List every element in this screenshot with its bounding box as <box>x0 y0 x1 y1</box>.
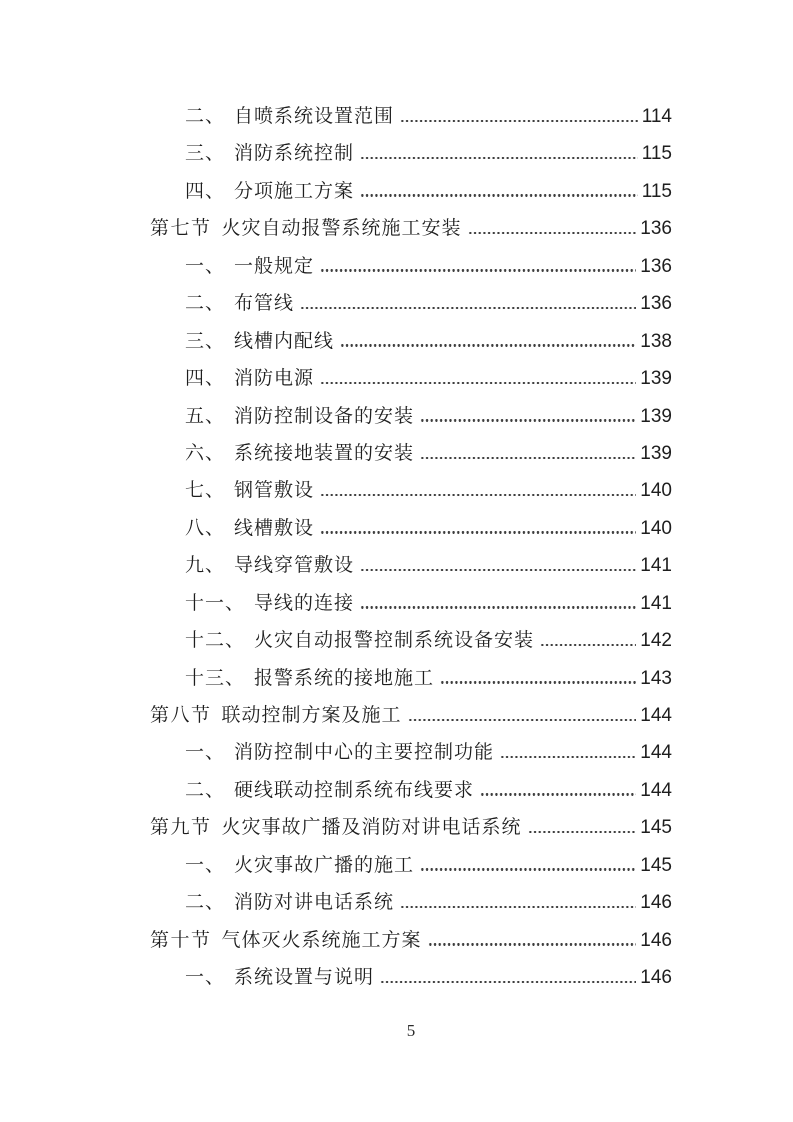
toc-entry-number: 二、 <box>185 779 226 801</box>
toc-entry-page: 144 <box>640 705 672 726</box>
dot-leader <box>360 194 638 196</box>
toc-entry-title: 消防控制中心的主要控制功能 <box>234 742 495 764</box>
toc-entry[interactable] <box>150 884 672 921</box>
dot-leader <box>500 756 636 758</box>
toc-entry-number: 十二、 <box>185 630 246 652</box>
toc-entry-number: 四、 <box>185 368 226 390</box>
toc-entry-page: 114 <box>641 106 672 127</box>
dot-leader <box>420 419 636 421</box>
toc-entry[interactable] <box>150 547 672 584</box>
toc-entry-title: 导线穿管敷设 <box>234 555 355 577</box>
toc-entry[interactable] <box>150 135 672 172</box>
toc-entry-title: 系统接地装置的安装 <box>234 442 415 464</box>
toc-entry-page: 139 <box>640 405 672 427</box>
footer-page-number: 5 <box>406 1021 416 1040</box>
toc-entry-page: 141 <box>640 592 672 614</box>
dot-leader <box>400 906 636 908</box>
toc-entry-number: 一、 <box>185 742 226 764</box>
dot-leader <box>360 606 636 608</box>
toc-entry-page: 139 <box>640 368 672 390</box>
toc-entry-title: 火灾自动报警系统施工安装 <box>221 218 462 240</box>
dot-leader <box>408 719 637 721</box>
toc-entry-title: 火灾事故广播的施工 <box>234 854 415 876</box>
toc-entry-number: 第七节 <box>150 218 212 240</box>
dot-leader <box>468 232 637 234</box>
dot-leader <box>320 382 636 384</box>
toc-entry-page: 145 <box>640 817 672 839</box>
toc-entry-number: 四、 <box>185 180 226 202</box>
toc-entry-title: 消防对讲电话系统 <box>234 892 395 914</box>
dot-leader <box>320 531 636 533</box>
toc-entry[interactable] <box>150 922 672 959</box>
toc-entry-number: 七、 <box>185 480 226 502</box>
dot-leader <box>360 157 638 159</box>
toc-entry-page: 136 <box>640 293 672 315</box>
dot-leader <box>528 831 637 833</box>
toc-entry-page: 144 <box>640 779 672 801</box>
toc-entry-number: 八、 <box>185 517 226 539</box>
toc-entry-title: 布管线 <box>234 293 295 315</box>
toc-entry[interactable] <box>150 809 672 846</box>
dot-leader <box>400 120 638 122</box>
toc-entry[interactable] <box>150 173 672 210</box>
dot-leader <box>380 981 636 983</box>
toc-entry[interactable] <box>150 323 672 360</box>
toc-entry-title: 线槽内配线 <box>234 330 335 352</box>
toc-entry-page: 136 <box>640 255 672 277</box>
dot-leader <box>540 644 636 646</box>
toc-entry-title: 联动控制方案及施工 <box>221 705 402 726</box>
toc-entry-number: 一、 <box>185 255 226 277</box>
toc-entry[interactable] <box>150 210 672 247</box>
toc-entry[interactable] <box>150 585 672 622</box>
toc-entry-title: 线槽敷设 <box>234 517 315 539</box>
toc-entry-number: 二、 <box>185 892 226 914</box>
toc-entry-number: 第九节 <box>150 817 212 839</box>
toc-entry[interactable] <box>150 734 672 771</box>
toc-entry[interactable] <box>150 285 672 322</box>
dot-leader <box>420 457 636 459</box>
toc-entry[interactable] <box>150 697 672 734</box>
toc-entry-page: 146 <box>640 929 672 951</box>
dot-leader <box>320 494 636 496</box>
toc-entry[interactable] <box>150 435 672 472</box>
toc-entry-number: 第八节 <box>150 705 212 726</box>
toc-entry[interactable] <box>150 472 672 509</box>
toc-entry-page: 140 <box>640 517 672 539</box>
dot-leader <box>428 943 637 945</box>
dot-leader <box>340 344 636 346</box>
toc-entry-title: 报警系统的接地施工 <box>254 667 435 689</box>
toc-entry-number: 十一、 <box>185 592 246 614</box>
toc-entry-page: 145 <box>640 854 672 876</box>
toc-entry-page: 115 <box>641 143 672 165</box>
toc-entry-page: 146 <box>640 892 672 914</box>
toc-entry-number: 第十节 <box>150 929 212 951</box>
toc-entry-number: 六、 <box>185 442 226 464</box>
dot-leader <box>440 681 636 683</box>
toc-entry-number: 二、 <box>185 106 226 127</box>
dot-leader <box>320 269 636 271</box>
toc-entry-number: 三、 <box>185 143 226 165</box>
toc-entry-title: 一般规定 <box>234 255 315 277</box>
toc-entry-title: 火灾事故广播及消防对讲电话系统 <box>221 817 522 839</box>
toc-entry-title: 火灾自动报警控制系统设备安装 <box>254 630 535 652</box>
toc-entry-title: 钢管敷设 <box>234 480 315 502</box>
table-of-contents <box>150 98 672 997</box>
toc-entry-page: 146 <box>640 967 672 989</box>
toc-entry-number: 一、 <box>185 854 226 876</box>
toc-entry[interactable] <box>150 248 672 285</box>
toc-entry-page: 141 <box>640 555 672 577</box>
dot-leader <box>480 793 636 795</box>
toc-entry-page: 138 <box>640 330 672 352</box>
toc-entry[interactable] <box>150 398 672 435</box>
dot-leader <box>420 868 636 870</box>
toc-entry-title: 系统设置与说明 <box>234 967 375 989</box>
toc-entry-page: 139 <box>640 442 672 464</box>
toc-entry[interactable] <box>150 959 672 996</box>
toc-entry-number: 九、 <box>185 555 226 577</box>
toc-entry-title: 消防控制设备的安装 <box>234 405 415 427</box>
toc-entry-title: 导线的连接 <box>254 592 355 614</box>
toc-entry[interactable] <box>150 360 672 397</box>
toc-entry-title: 气体灭火系统施工方案 <box>221 929 422 951</box>
toc-entry-title: 自喷系统设置范围 <box>234 106 395 127</box>
toc-entry-number: 一、 <box>185 967 226 989</box>
toc-entry[interactable] <box>150 660 672 697</box>
toc-entry-page: 136 <box>640 218 672 240</box>
toc-entry[interactable] <box>150 847 672 884</box>
dot-leader <box>300 307 636 309</box>
toc-entry-title: 消防系统控制 <box>234 143 355 165</box>
toc-entry[interactable] <box>150 510 672 547</box>
toc-entry-title: 分项施工方案 <box>234 180 355 202</box>
toc-entry[interactable] <box>150 772 672 809</box>
toc-entry[interactable] <box>150 98 672 135</box>
toc-entry-page: 144 <box>640 742 672 764</box>
dot-leader <box>360 569 636 571</box>
toc-entry-page: 142 <box>640 630 672 652</box>
toc-entry-title: 硬线联动控制系统布线要求 <box>234 779 475 801</box>
toc-entry-page: 140 <box>640 480 672 502</box>
toc-entry-number: 五、 <box>185 405 226 427</box>
toc-entry-number: 二、 <box>185 293 226 315</box>
toc-entry-title: 消防电源 <box>234 368 315 390</box>
toc-entry-number: 三、 <box>185 330 226 352</box>
toc-entry-number: 十三、 <box>185 667 246 689</box>
toc-entry[interactable] <box>150 622 672 659</box>
toc-entry-page: 143 <box>640 667 672 689</box>
toc-entry-page: 115 <box>641 180 672 202</box>
